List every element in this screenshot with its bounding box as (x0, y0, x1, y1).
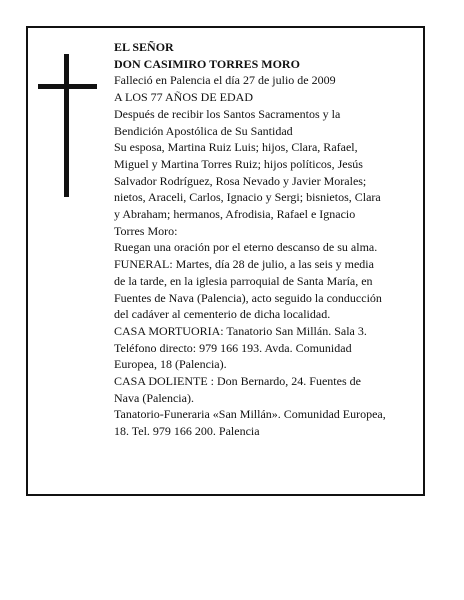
family-line-4: nietos, Araceli, Carlos, Ignacio y Sergi; bisnietos, Clara (114, 190, 381, 205)
family-line-5: y Abraham; hermanos, Afrodisia, Rafael e Ignacio (114, 207, 356, 222)
mortuary-line-3: Europea, 18 (Palencia). (114, 357, 227, 372)
family-line-1: Su esposa, Martina Ruiz Luis; hijos, Clara, Rafael, (114, 140, 358, 155)
cross-vertical-bar (64, 54, 69, 197)
sacraments-line-1: Después de recibir los Santos Sacramentos y la (114, 106, 341, 121)
funeral-home-line-1: Tanatorio-Funeraria «San Millán». Comunidad Europea, (114, 407, 386, 422)
mourning-house-line-2: Nava (Palencia). (114, 390, 194, 405)
funeral-line-1: FUNERAL: Martes, día 28 de julio, a las seis y media (114, 257, 374, 272)
funeral-home-line-2: 18. Tel. 979 166 200. Palencia (114, 424, 260, 439)
funeral-line-4: del cadáver al cementerio de dicha localidad. (114, 307, 331, 322)
funeral-line-3: Fuentes de Nava (Palencia), acto seguido la conducción (114, 290, 382, 305)
mortuary-line-1: CASA MORTUORIA: Tanatorio San Millán. Sala 3. (114, 323, 367, 338)
prayer-line: Ruegan una oración por el eterno descanso de su alma. (114, 240, 378, 255)
funeral-line-2: de la tarde, en la iglesia parroquial de Santa María, en (114, 273, 373, 288)
title-line-1: EL SEÑOR (114, 40, 174, 54)
family-line-3: Salvador Rodríguez, Rosa Nevado y Javier Morales; (114, 173, 367, 188)
sacraments-line-2: Bendición Apostólica de Su Santidad (114, 123, 293, 138)
age-line: A LOS 77 AÑOS DE EDAD (114, 90, 254, 105)
family-line-2: Miguel y Martina Torres Ruiz; hijos políticos, Jesús (114, 156, 363, 171)
mourning-house-line-1: CASA DOLIENTE : Don Bernardo, 24. Fuentes de (114, 374, 361, 389)
family-line-6: Torres Moro: (114, 223, 178, 238)
death-line: Falleció en Palencia el día 27 de julio de 2009 (114, 73, 336, 88)
cross-horizontal-bar (38, 84, 97, 89)
obituary-text (114, 39, 420, 440)
title-line-2: DON CASIMIRO TORRES MORO (114, 56, 300, 71)
mortuary-line-2: Teléfono directo: 979 166 193. Avda. Comunidad (114, 340, 352, 355)
